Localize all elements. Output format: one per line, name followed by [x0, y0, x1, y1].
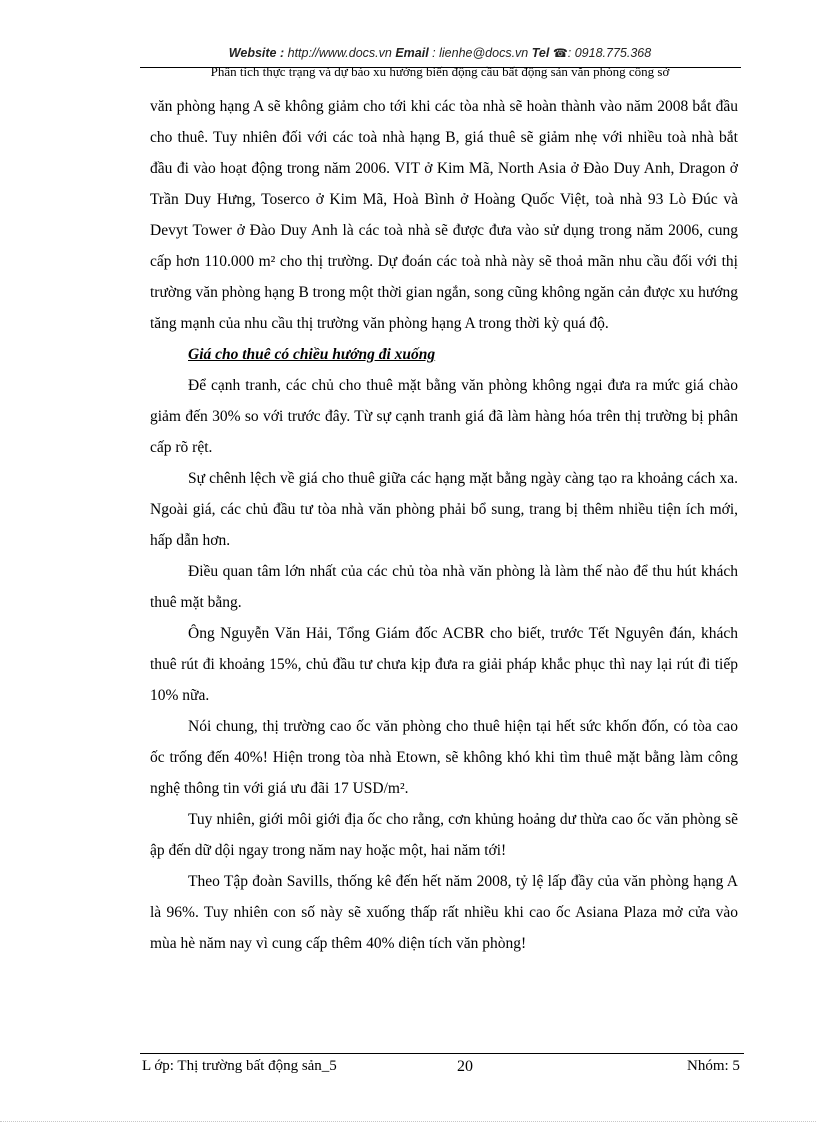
- website-contact-line: [140, 46, 740, 60]
- section-heading: Giá cho thuê có chiều hướng đi xuống: [188, 346, 436, 363]
- document-body: [150, 91, 738, 959]
- footer-group-label: Nhóm: 5: [687, 1058, 740, 1074]
- email-value: : lienhe@docs.vn: [432, 46, 529, 60]
- page-number: 20: [457, 1058, 473, 1075]
- body-paragraph: Theo Tập đoàn Savills, thống kê đến hết năm 2008, tỷ lệ lấp đầy của văn phòng hạng A là 96%. Tuy nhiên con số này sẽ xuống thấp rất nhiều khi cao ốc Asiana Plaza mở cửa vào mùa hè năm nay vì cung cấp thêm 40% diện tích văn phòng!: [150, 873, 738, 952]
- header-divider: [140, 67, 741, 68]
- body-paragraph: Để cạnh tranh, các chủ cho thuê mặt bằng văn phòng không ngại đưa ra mức giá chào giảm đến 30% so với trước đây. Từ sự cạnh tranh giá đã làm hàng hóa trên thị trường bị phân cấp rõ rệt.: [150, 377, 738, 456]
- body-paragraph: Sự chênh lệch về giá cho thuê giữa các hạng mặt bằng ngày càng tạo ra khoảng cách xa. Ngoài giá, các chủ đầu tư tòa nhà văn phòng phải bổ sung, trang bị thêm nhiều tiện ích mới, hấp dẫn hơn.: [150, 470, 738, 549]
- tel-label: Tel: [531, 46, 550, 60]
- email-label: Email: [395, 46, 429, 60]
- footer-class-label: L ớp: Thị trường bất động sản_5: [142, 1058, 337, 1074]
- body-paragraph: Ông Nguyễn Văn Hải, Tổng Giám đốc ACBR cho biết, trước Tết Nguyên đán, khách thuê rút đi khoảng 15%, chủ đầu tư chưa kịp đưa ra giải pháp khắc phục thì nay lại rút đi tiếp 10% nữa.: [150, 625, 738, 704]
- body-paragraph: Nói chung, thị trường cao ốc văn phòng cho thuê hiện tại hết sức khốn đốn, có tòa cao ốc trống đến 40%! Hiện trong tòa nhà Etown, sẽ không khó khi tìm thuê mặt bằng làm công nghệ thông tin với giá ưu đãi 17 USD/m².: [150, 718, 738, 797]
- website-label: Website :: [228, 46, 285, 60]
- page-bottom-dotted-line: [0, 1121, 816, 1122]
- website-value: http://www.docs.vn: [287, 46, 392, 60]
- intro-paragraph: văn phòng hạng A sẽ không giảm cho tới khi các tòa nhà sẽ hoàn thành vào năm 2008 bắt đầu cho thuê. Tuy nhiên đối với các toà nhà hạng B, giá thuê sẽ giảm nhẹ với nhiều toà nhà bắt đầu đi vào hoạt động trong năm 2006. VIT ở Kim Mã, North Asia ở Đào Duy Anh, Dragon ở Trần Duy Hưng, Toserco ở Kim Mã, Hoà Bình ở Hoàng Quốc Việt, toà nhà 93 Lò Đúc và Devyt Tower ở Đào Duy Anh là các toà nhà sẽ được đưa vào sử dụng trong năm 2006, cung cấp hơn 110.000 m² cho thị trường. Dự đoán các toà nhà này sẽ thoả mãn nhu cầu đối với thị trường văn phòng hạng B trong một thời gian ngắn, song cũng không ngăn cản được xu hướng tăng mạnh của nhu cầu thị trường văn phòng hạng A trong thời kỳ quá độ.: [150, 98, 738, 332]
- phone-icon: ☎: [552, 46, 568, 60]
- document-header-title: Phân tích thực trạng và dự báo xu hướng biến động cầu bất động sản văn phòng công sở: [210, 64, 670, 79]
- tel-value: : 0918.775.368: [567, 46, 652, 60]
- body-paragraph: Tuy nhiên, giới môi giới địa ốc cho rằng, cơn khủng hoảng dư thừa cao ốc văn phòng sẽ ập đến dữ dội ngay trong năm nay hoặc một, hai năm tới!: [150, 811, 738, 859]
- footer-divider: [140, 1053, 744, 1054]
- body-paragraph: Điều quan tâm lớn nhất của các chủ tòa nhà văn phòng là làm thế nào để thu hút khách thuê mặt bằng.: [150, 563, 738, 611]
